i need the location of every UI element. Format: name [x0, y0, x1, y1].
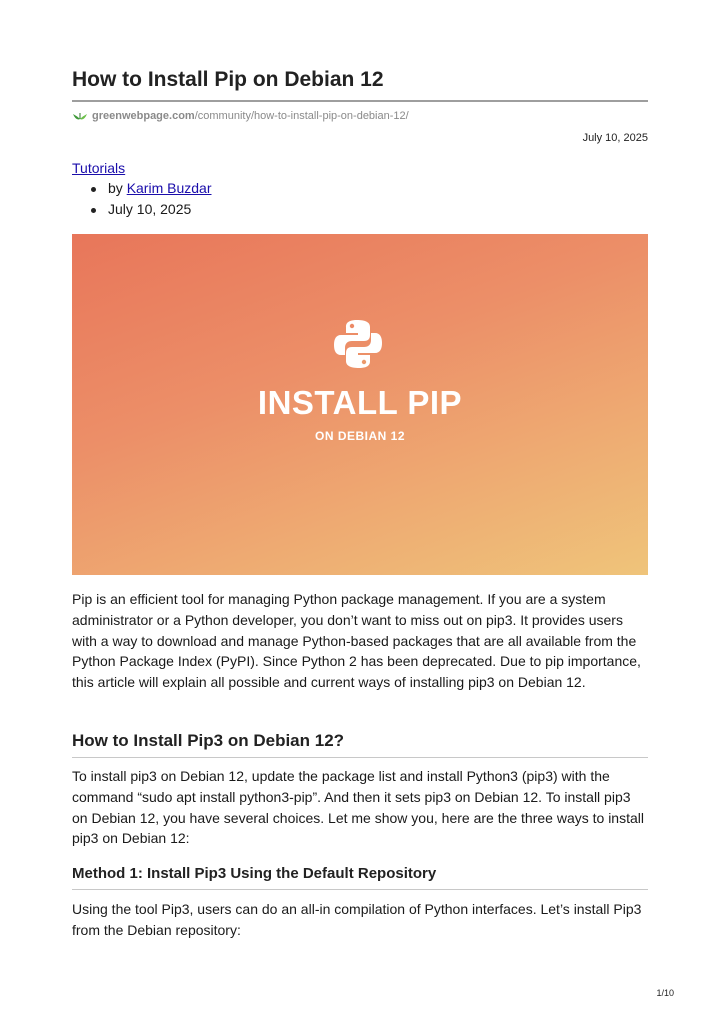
hero-subtitle: ON DEBIAN 12: [314, 429, 406, 443]
post-meta-list: [72, 178, 212, 220]
hero-image: [72, 234, 648, 575]
source-domain: greenwebpage.com: [92, 110, 195, 122]
source-url[interactable]: [72, 110, 409, 122]
green-leaf-logo-icon: [72, 112, 88, 121]
title-divider: [72, 100, 648, 102]
intro-paragraph: Pip is an efficient tool for managing Python package management. If you are a system administrator or a Python developer, you don’t want to miss out on pip3. It provides users with a way to download and manage Python-based packages that are all available from the Python Package Index (PyPI). Since Python 2 has been deprecated. Due to pip importance, this article will explain all possible and current ways of installing pip3 on Debian 12.: [72, 591, 641, 691]
category-link[interactable]: Tutorials: [72, 160, 126, 176]
post-date: July 10, 2025: [108, 201, 192, 217]
author-link[interactable]: Karim Buzdar: [126, 180, 212, 196]
method-paragraph: Using the tool Pip3, users can do an all-in compilation of Python interfaces. Let’s install Pip3 from the Debian repository:: [72, 901, 642, 938]
hero-title: INSTALL PIP: [257, 384, 463, 421]
by-prefix: by: [108, 180, 127, 196]
section-heading: How to Install Pip3 on Debian 12?: [72, 731, 345, 750]
date-item: [72, 199, 212, 220]
section-paragraph: To install pip3 on Debian 12, update the package list and install Python3 (pip3) with the command “sudo apt install python3-pip”. And then it sets pip3 on Debian 12. To install pip3 on Debian 12, you have several choices. Let me show you, here are the three ways to install pip3 on Debian 12:: [72, 768, 644, 847]
print-date: July 10, 2025: [582, 132, 648, 144]
python-logo-icon: [332, 318, 384, 370]
source-path: /community/how-to-install-pip-on-debian-12/: [194, 110, 409, 122]
page-title: How to Install Pip on Debian 12: [72, 68, 384, 91]
method-divider: [72, 889, 648, 890]
page-number: 1/10: [656, 988, 674, 998]
method-heading: Method 1: Install Pip3 Using the Default Repository: [72, 865, 437, 882]
author-item: [72, 178, 212, 199]
section-divider: [72, 757, 648, 758]
